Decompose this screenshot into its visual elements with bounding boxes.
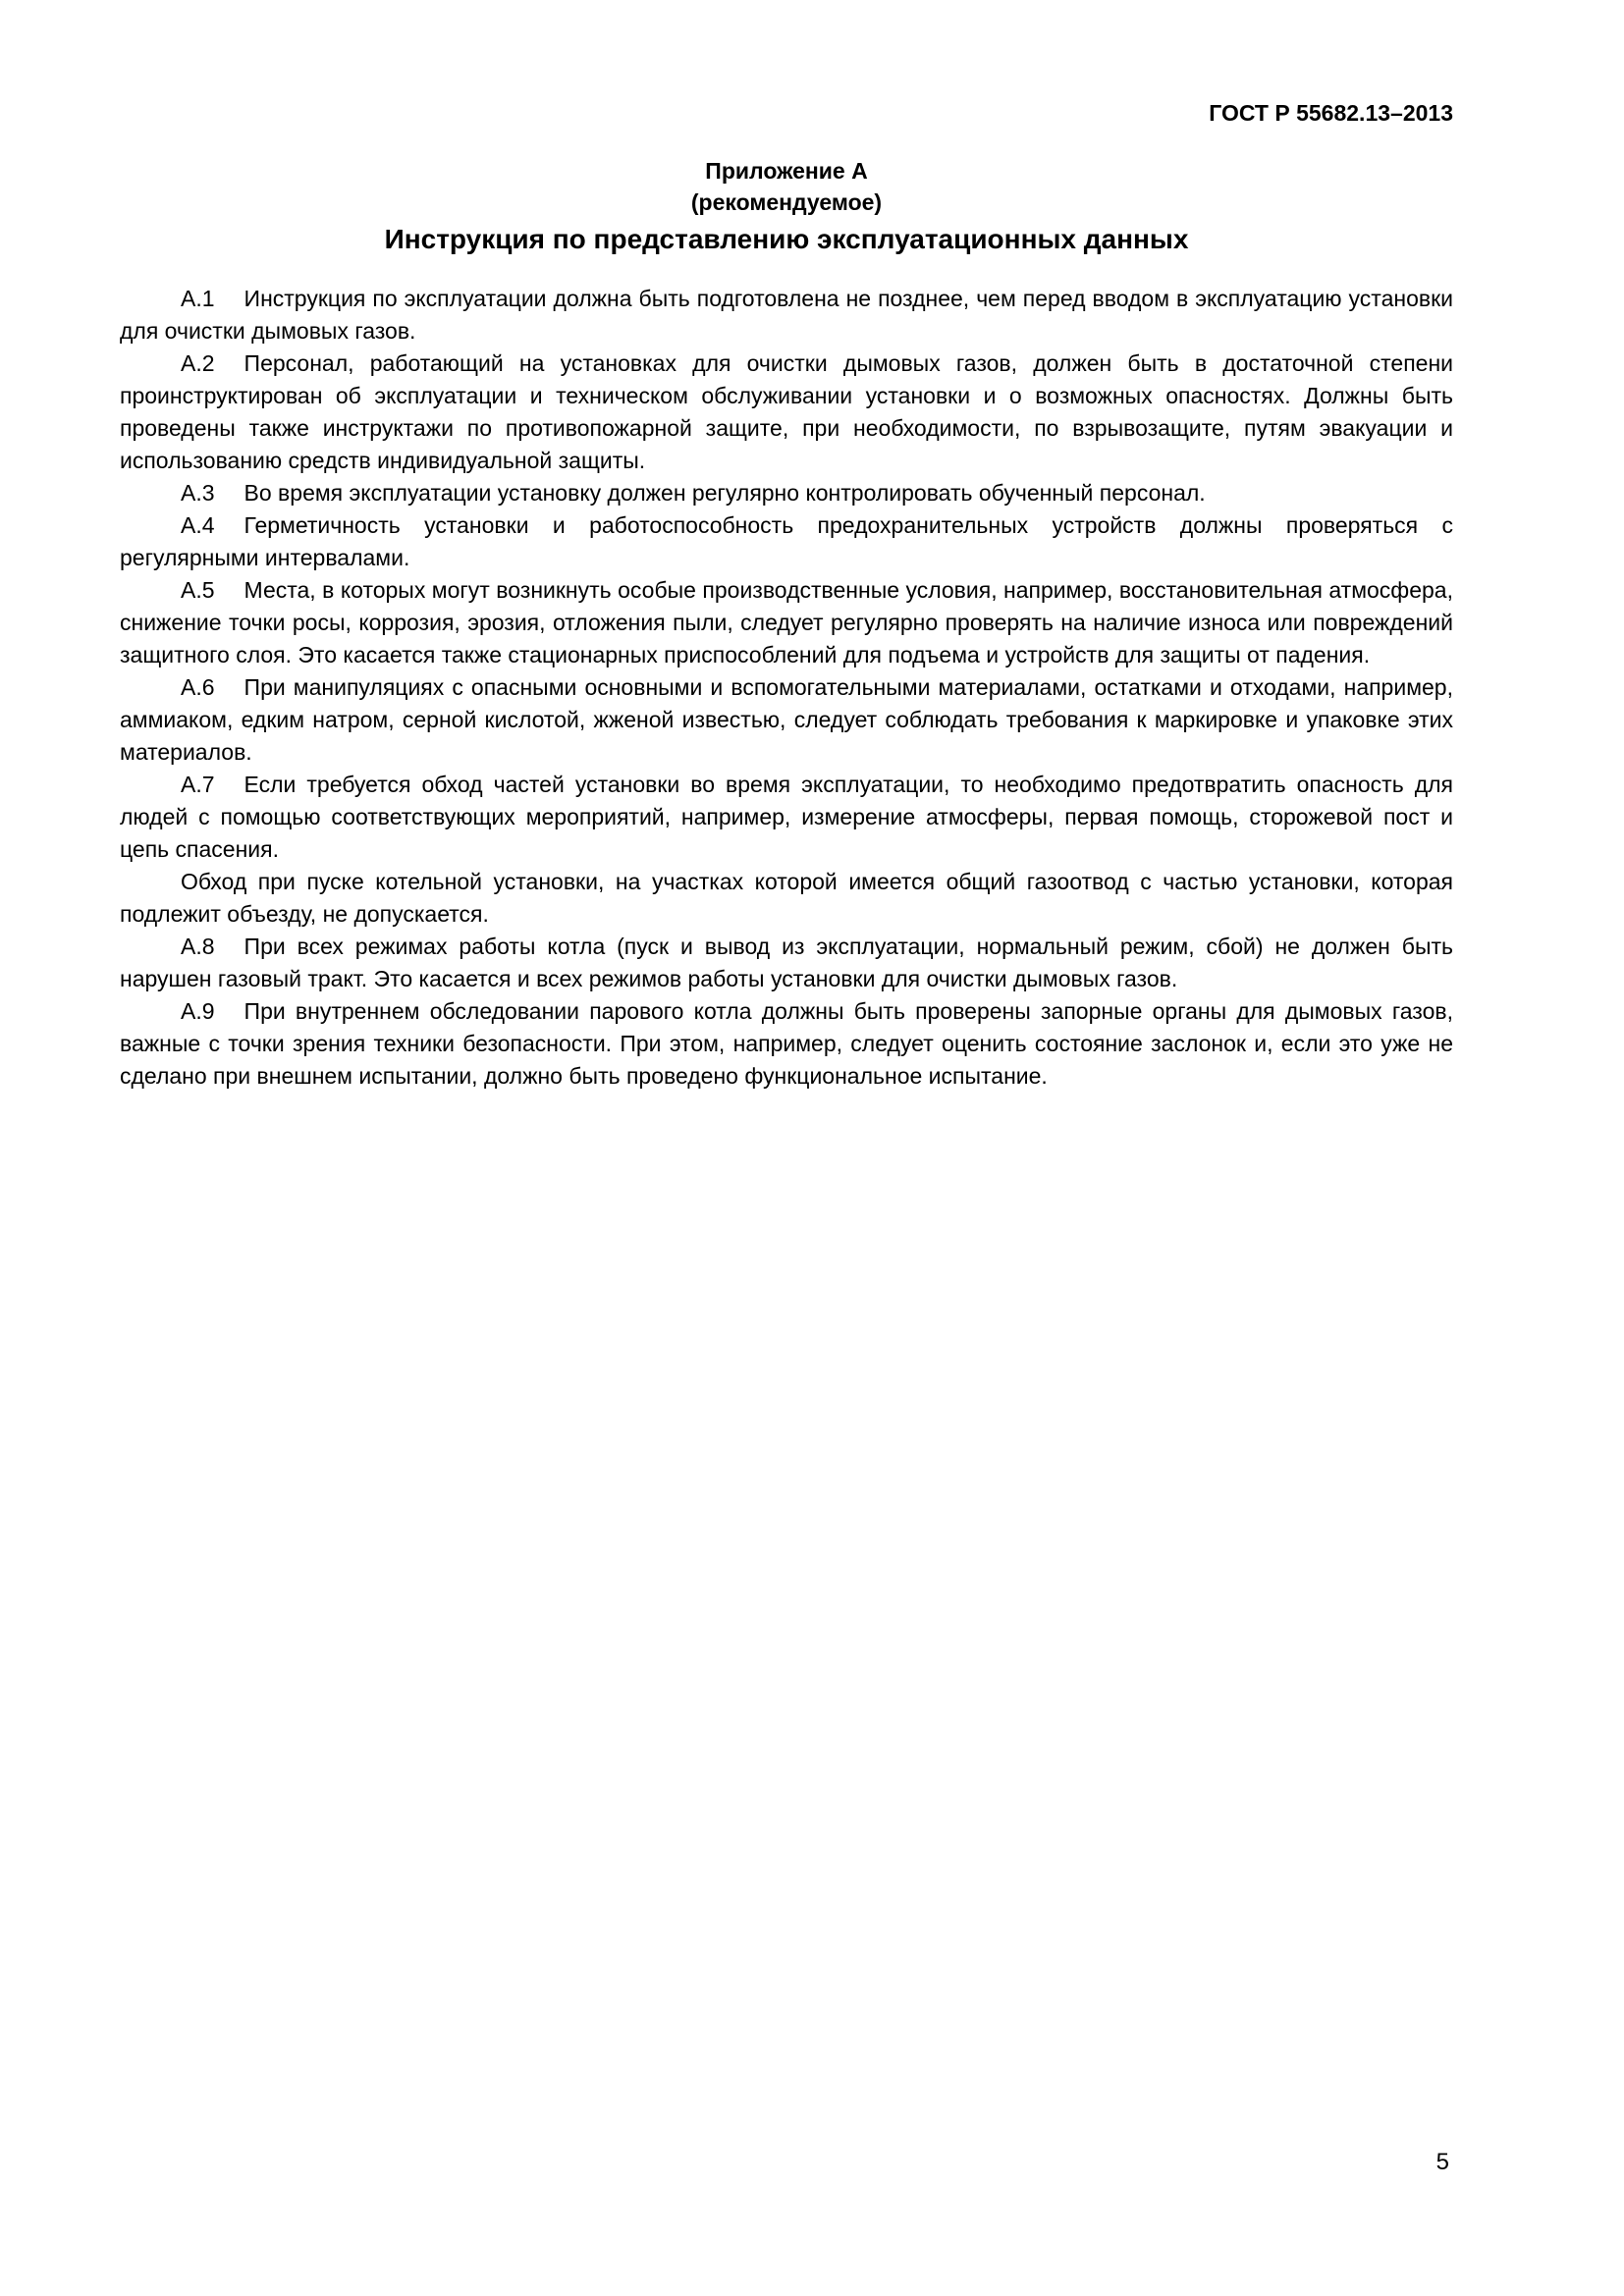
paragraph-a7-continuation: [120, 866, 1453, 931]
appendix-label: Приложение А: [705, 158, 868, 184]
paragraph-a5: [120, 574, 1453, 671]
page-number: 5: [1435, 2149, 1449, 2175]
paragraph-text: Герметичность установки и работоспособность предохранительных устройств должны проверяться с регулярными интервалами.: [120, 512, 1453, 570]
paragraph-number: А.8: [181, 934, 215, 959]
paragraph-a8: [120, 931, 1453, 995]
paragraph-number: А.2: [181, 350, 215, 376]
paragraph-a1: [120, 283, 1453, 347]
paragraph-a6: [120, 671, 1453, 769]
document-content: [120, 98, 1453, 1093]
paragraph-number: А.1: [181, 286, 215, 311]
document-header: [120, 98, 1453, 128]
paragraph-text: Обход при пуске котельной установки, на участках которой имеется общий газоотвод с частью установки, которая подлежит объезду, не допускается.: [120, 869, 1453, 927]
paragraph-text: Персонал, работающий на установках для очистки дымовых газов, должен быть в достаточной степени проинструктирован об эксплуатации и техническом обслуживании установки и о возможных опасностях. Должны быть проведены также инструктажи по противопожарной защите, при необходимости, по взрывозащите, путям эвакуации и использованию средств индивидуальной защиты.: [120, 350, 1453, 473]
paragraph-text: При манипуляциях с опасными основными и вспомогательными материалами, остатками и отходами, например, аммиаком, едким натром, серной кислотой, жженой известью, следует соблюдать требования к маркировке и упаковке этих материалов.: [120, 674, 1453, 765]
paragraph-text: Во время эксплуатации установку должен регулярно контролировать обученный персонал.: [244, 480, 1206, 506]
paragraph-a3: [120, 477, 1453, 509]
paragraph-number: А.4: [181, 512, 215, 538]
paragraph-number: А.9: [181, 998, 215, 1024]
paragraph-number: А.6: [181, 674, 215, 700]
paragraph-a7: [120, 769, 1453, 866]
standard-number: ГОСТ Р 55682.13–2013: [1209, 100, 1453, 126]
paragraph-a4: [120, 509, 1453, 574]
paragraph-number: А.3: [181, 480, 215, 506]
paragraph-number: А.7: [181, 772, 215, 797]
paragraph-text: Если требуется обход частей установки во время эксплуатации, то необходимо предотвратить опасность для людей с помощью соответствующих мероприятий, например, измерение атмосферы, первая помощь, сторожевой пост и цепь спасения.: [120, 772, 1453, 862]
appendix-title: Инструкция по представлению эксплуатационных данных: [384, 224, 1189, 254]
paragraph-text: При всех режимах работы котла (пуск и вывод из эксплуатации, нормальный режим, сбой) не должен быть нарушен газовый тракт. Это касается и всех режимов работы установки для очистки дымовых газов.: [120, 934, 1453, 991]
appendix-type: (рекомендуемое): [690, 189, 883, 215]
paragraph-text: Места, в которых могут возникнуть особые производственные условия, например, восстановительная атмосфера, снижение точки росы, коррозия, эрозия, отложения пыли, следует регулярно проверять на наличие износа или повреждений защитного слоя. Это касается также стационарных приспособлений для подъема и устройств для защиты от падения.: [120, 577, 1453, 667]
document-body: [120, 283, 1453, 1093]
paragraph-text: Инструкция по эксплуатации должна быть подготовлена не позднее, чем перед вводом в эксплуатацию установки для очистки дымовых газов.: [120, 286, 1453, 344]
paragraph-a2: [120, 347, 1453, 477]
paragraph-a9: [120, 995, 1453, 1093]
paragraph-text: При внутреннем обследовании парового котла должны быть проверены запорные органы для дымовых газов, важные с точки зрения техники безопасности. При этом, например, следует оценить состояние заслонок и, если это уже не сделано при внешнем испытании, должно быть проведено функциональное испытание.: [120, 998, 1453, 1089]
paragraph-number: А.5: [181, 577, 215, 603]
